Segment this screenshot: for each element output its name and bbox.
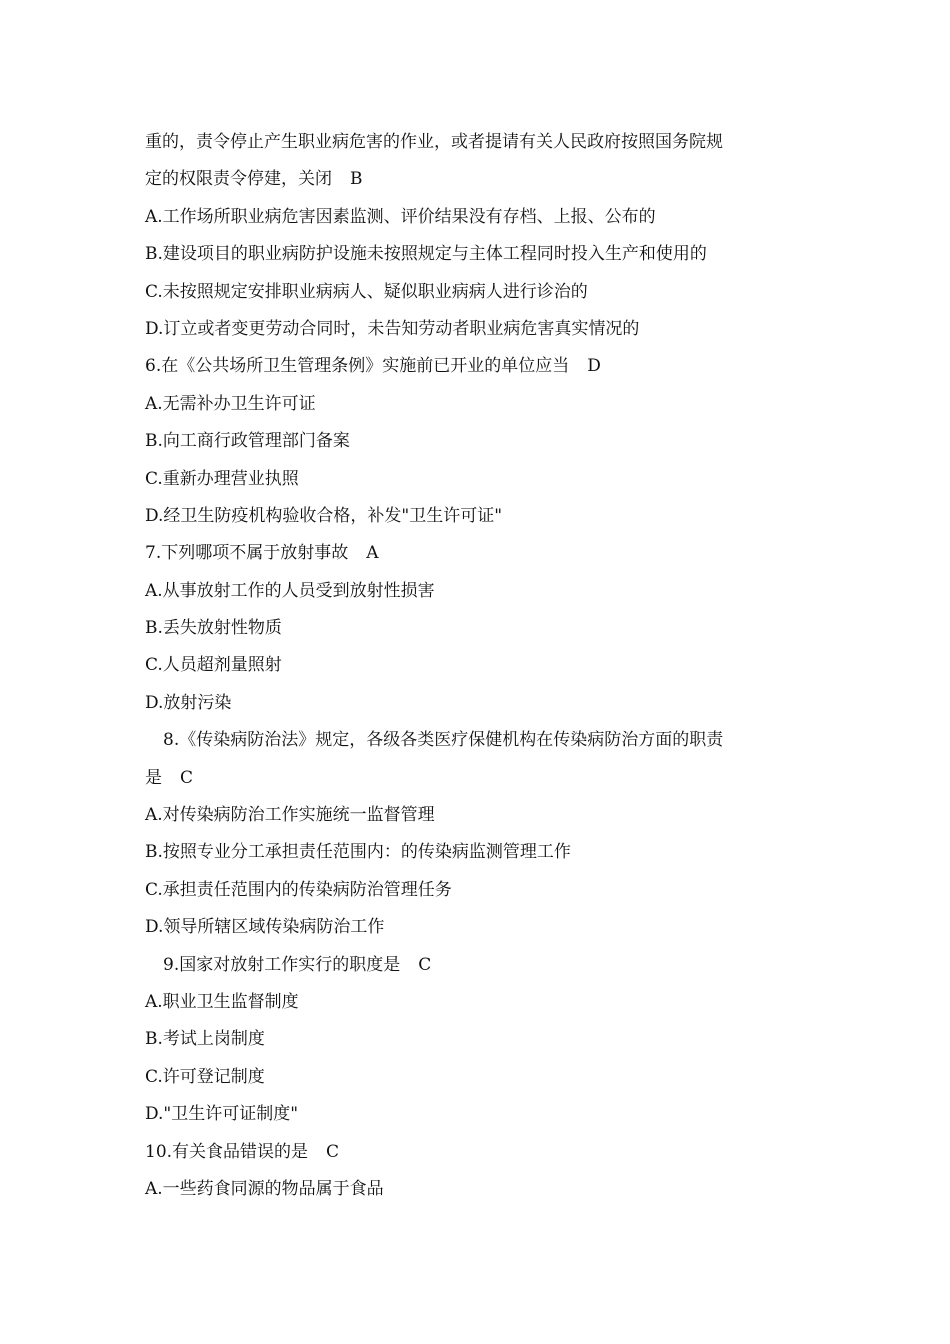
line-text: D.领导所辖区域传染病防治工作 (145, 917, 385, 938)
line-text: 8.《传染病防治法》规定，各级各类医疗保健机构在传染病防治方面的职责 (163, 730, 724, 751)
line-text: B.丢失放射性物质 (145, 618, 282, 639)
line-text: D."卫生许可证制度" (145, 1104, 299, 1125)
text-line (145, 872, 815, 909)
line-text: A.工作场所职业病危害因素监测、评价结果没有存档、上报、公布的 (145, 206, 656, 227)
text-line (145, 498, 815, 535)
answer-letter: C (418, 954, 432, 975)
line-text: A.职业卫生监督制度 (145, 991, 299, 1012)
text-line (145, 834, 815, 871)
text-line (145, 1171, 815, 1208)
line-text: B.考试上岗制度 (145, 1029, 265, 1050)
answer-letter: A (366, 543, 379, 564)
text-line (145, 573, 815, 610)
line-text: 6.在《公共场所卫生管理条例》实施前已开业的单位应当 (145, 356, 570, 377)
text-line (145, 311, 815, 348)
text-line (145, 386, 815, 423)
line-text: C.许可登记制度 (145, 1066, 265, 1087)
text-line (145, 535, 815, 572)
line-text: A.从事放射工作的人员受到放射性损害 (145, 580, 435, 601)
line-text: C.未按照规定安排职业病病人、疑似职业病病人进行诊治的 (145, 281, 588, 302)
text-line (145, 909, 815, 946)
text-line (145, 1021, 815, 1058)
line-text: A.对传染病防治工作实施统一监督管理 (145, 805, 435, 826)
line-text: C.承担责任范围内的传染病防治管理任务 (145, 879, 452, 900)
line-text: 9.国家对放射工作实行的职度是 (163, 954, 401, 975)
line-text: 定的权限责令停建，关闭 (145, 169, 332, 190)
line-text: 重的，责令停止产生职业病危害的作业，或者提请有关人民政府按照国务院规 (145, 132, 723, 152)
text-line (145, 348, 815, 385)
line-text: A.一些药食同源的物品属于食品 (145, 1178, 384, 1199)
text-line (145, 274, 815, 311)
answer-letter: B (350, 169, 363, 190)
text-line (145, 1059, 815, 1096)
text-line (145, 1134, 815, 1171)
line-text: 10.有关食品错误的是 (145, 1141, 309, 1162)
line-text: B.按照专业分工承担责任范围内：的传染病监测管理工作 (145, 842, 571, 863)
answer-letter: C (326, 1141, 340, 1162)
answer-letter: C (180, 767, 194, 788)
line-text: C.人员超剂量照射 (145, 655, 282, 676)
text-line (145, 161, 815, 198)
text-line (145, 1096, 815, 1133)
line-text: D.订立或者变更劳动合同时，未告知劳动者职业病危害真实情况的 (145, 318, 640, 339)
line-text: D.经卫生防疫机构验收合格，补发"卫生许可证" (145, 505, 503, 526)
line-text: A.无需补办卫生许可证 (145, 393, 316, 414)
text-line (145, 647, 815, 684)
text-line (145, 610, 815, 647)
text-line (145, 124, 815, 161)
answer-letter: D (587, 356, 601, 377)
line-text: 7.下列哪项不属于放射事故 (145, 543, 349, 564)
text-line (145, 947, 815, 984)
line-text: B.建设项目的职业病防护设施未按照规定与主体工程同时投入生产和使用的 (145, 244, 707, 265)
line-text: D.放射污染 (145, 692, 232, 713)
text-line (145, 423, 815, 460)
line-text: B.向工商行政管理部门备案 (145, 431, 350, 452)
text-line (145, 984, 815, 1021)
text-line (145, 685, 815, 722)
text-line (145, 722, 815, 759)
text-line (145, 199, 815, 236)
text-line (145, 797, 815, 834)
text-line (145, 760, 815, 797)
text-line (145, 461, 815, 498)
line-text: C.重新办理营业执照 (145, 468, 299, 489)
document-body (145, 124, 815, 1208)
text-line (145, 236, 815, 273)
line-text: 是 (145, 767, 162, 788)
